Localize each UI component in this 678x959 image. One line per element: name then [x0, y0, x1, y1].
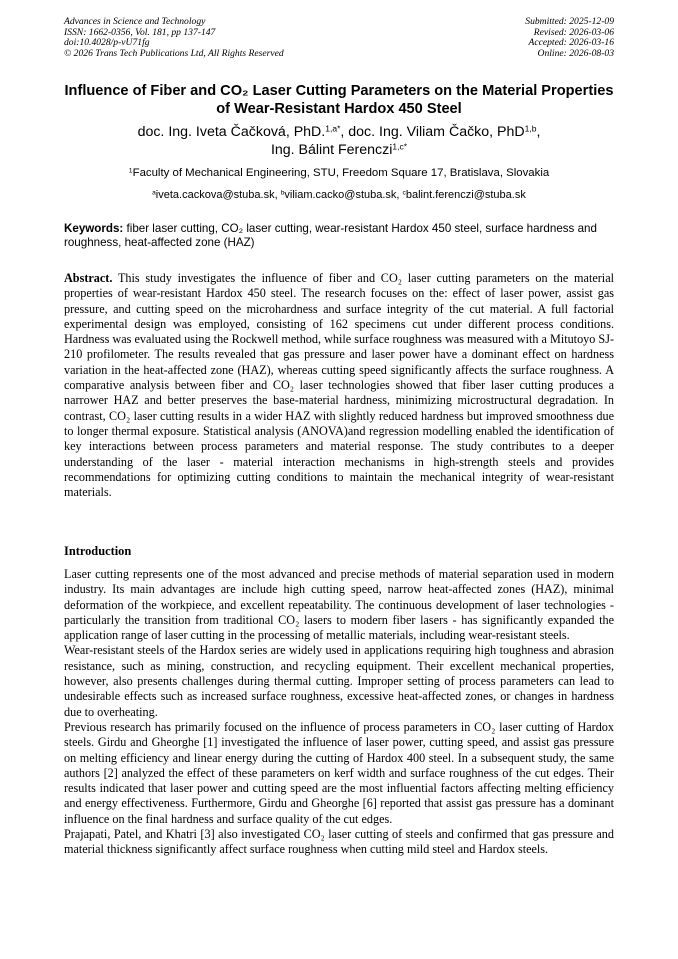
paragraph: Previous research has primarily focused on the influence of process parameters in CO₂ laser cutting of Hardox steels. Girdu and Gheorghe [1] investigated the influence of laser power, cutting speed, and assist gas pressure on melting efficiency and linear energy during the cutting of Hardox 400 steel. In a subsequent study, the same authors [2] analyzed the effect of these parameters on kerf width and surface roughness of the cut edges. Their results indicated that laser power and cutting speed are the most influential factors affecting melting efficiency and energy effectiveness. Furthermore, Girdu and Gheorghe [6] reported that assist gas pressure has a dominant influence on the final hardness and surface quality of the cut edges. — [64, 719, 614, 826]
affiliation-text: Faculty of Mechanical Engineering, STU, Freedom Square 17, Bratislava, Slovakia — [132, 167, 550, 179]
submitted-date: Submitted: 2025-12-09 — [525, 16, 614, 27]
introduction-heading: Introduction — [64, 544, 132, 558]
author-separator: , — [340, 124, 349, 140]
email-entry — [152, 189, 281, 201]
author-name: doc. Ing. Viliam Čačko, PhD — [348, 124, 525, 140]
email-link[interactable]: iveta.cackova@stuba.sk — [155, 189, 275, 201]
paragraph: Prajapati, Patel, and Khatri [3] also investigated CO₂ laser cutting of steels and confirmed that gas pressure and material thickness significantly affect surface roughness when cutting mild steel and Hardox steels. — [64, 827, 614, 857]
email-superscript: c — [402, 189, 406, 197]
journal-issn: ISSN: 1662-0356, Vol. 181, pp 137-147 — [64, 26, 216, 38]
abstract-text: This study investigates the influence of fiber and CO₂ laser cutting parameters on the material properties of wear-resistant Hardox 450 steel. The research focuses on the: effect of laser power, assist gas pressure, and cutting speed on the microhardness and surface integrity of the cut material. A full factorial experimental design was employed, consisting of 162 specimens cut under different process conditions. Hardness was evaluated using the Rockwell method, while surface roughness was measured with a Mitutoyo SJ-210 profilometer. The results revealed that gas pressure and laser power have a dominant effect on hardness variation in the heat-affected zone (HAZ), whereas cutting speed significantly affects the surface roughness. A comparative analysis between fiber and CO₂ laser technologies showed that fiber laser cutting produces a narrower HAZ and better preserves the base-material hardness, minimizing microstructural degradation. In contrast, CO₂ laser cutting results in a wider HAZ with slightly reduced hardness but improved smoothness due to longer thermal exposure. Statistical analysis (ANOVA)and regression modelling enabled the identification of key interactions between process parameters and material response. The study contributes to a deeper understanding of the laser - material interaction mechanisms in high-strength steels and provides recommendations for optimizing cutting conditions to maintain the mechanical integrity of wear-resistant materials. — [64, 271, 614, 500]
paragraph: Laser cutting represents one of the most advanced and precise methods of material separation used in modern industry. Its main advantages are include high cutting speed, narrow heat-affected zones (HAZ), minimal deformation of the workpiece, and excellent repeatability. The continuous development of laser technologies - particularly the transition from traditional CO₂ lasers to modern fiber lasers - has significantly expanded the application range of laser cutting in the processing of metallic materials, including wear-resistant steels. — [64, 567, 614, 643]
author-name: doc. Ing. Iveta Čačková, PhD. — [137, 124, 326, 140]
author-list — [64, 124, 614, 159]
author — [138, 124, 349, 140]
email-link[interactable]: viliam.cacko@stuba.sk — [284, 189, 397, 201]
journal-name: Advances in Science and Technology — [64, 16, 206, 27]
affiliation — [64, 166, 614, 180]
revised-date: Revised: 2026-03-06 — [533, 26, 614, 38]
abstract-label: Abstract. — [64, 271, 113, 285]
journal-doi: doi:10.4028/p-vU71fg — [64, 37, 150, 49]
email-entry — [403, 189, 526, 201]
paragraph: Wear-resistant steels of the Hardox series are widely used in applications requiring high toughness and abrasion resistance, such as mining, construction, and recycling equipment. Their excellent mechanical properties, however, also presents challenges during thermal cutting. Improper setting of process parameters can lead to undesirable effects such as increased surface roughness, excessive heat-affected zones, or changes in hardness due to overheating. — [64, 643, 614, 719]
email-separator: , — [396, 189, 403, 201]
dates-header — [525, 17, 614, 59]
author-separator: , — [536, 124, 541, 140]
online-date: Online: 2026-08-03 — [537, 47, 614, 59]
email-entry — [281, 189, 403, 201]
abstract-section — [64, 271, 614, 500]
introduction-body — [64, 567, 614, 858]
affiliation-superscript: 1 — [128, 167, 133, 175]
author — [348, 124, 540, 140]
email-superscript: a — [152, 189, 156, 197]
email-link[interactable]: balint.ferenczi@stuba.sk — [405, 189, 526, 201]
author-superscript: 1,b — [524, 123, 537, 134]
author-superscript: 1,a* — [325, 123, 341, 134]
paper-title: Influence of Fiber and CO₂ Laser Cutting Parameters on the Material Properties of Wear-Resistant Hardox 450 Steel — [64, 83, 614, 117]
author-superscript: 1,c* — [392, 140, 408, 151]
keywords-text: fiber laser cutting, CO₂ laser cutting, wear-resistant Hardox 450 steel, surface hardness and roughness, heat-affected zone (HAZ) — [64, 222, 597, 250]
copyright-notice: © 2026 Trans Tech Publications Ltd, All Rights Reserved — [64, 47, 284, 59]
author-name: Ing. Bálint Ferenczi — [270, 141, 393, 158]
keywords-section — [64, 222, 614, 251]
email-superscript: b — [280, 189, 285, 197]
email-list — [64, 188, 614, 202]
keywords-label: Keywords: — [64, 222, 124, 235]
accepted-date: Accepted: 2026-03-16 — [528, 37, 614, 49]
author — [271, 142, 407, 158]
email-separator: , — [274, 189, 281, 201]
journal-header — [64, 17, 284, 59]
